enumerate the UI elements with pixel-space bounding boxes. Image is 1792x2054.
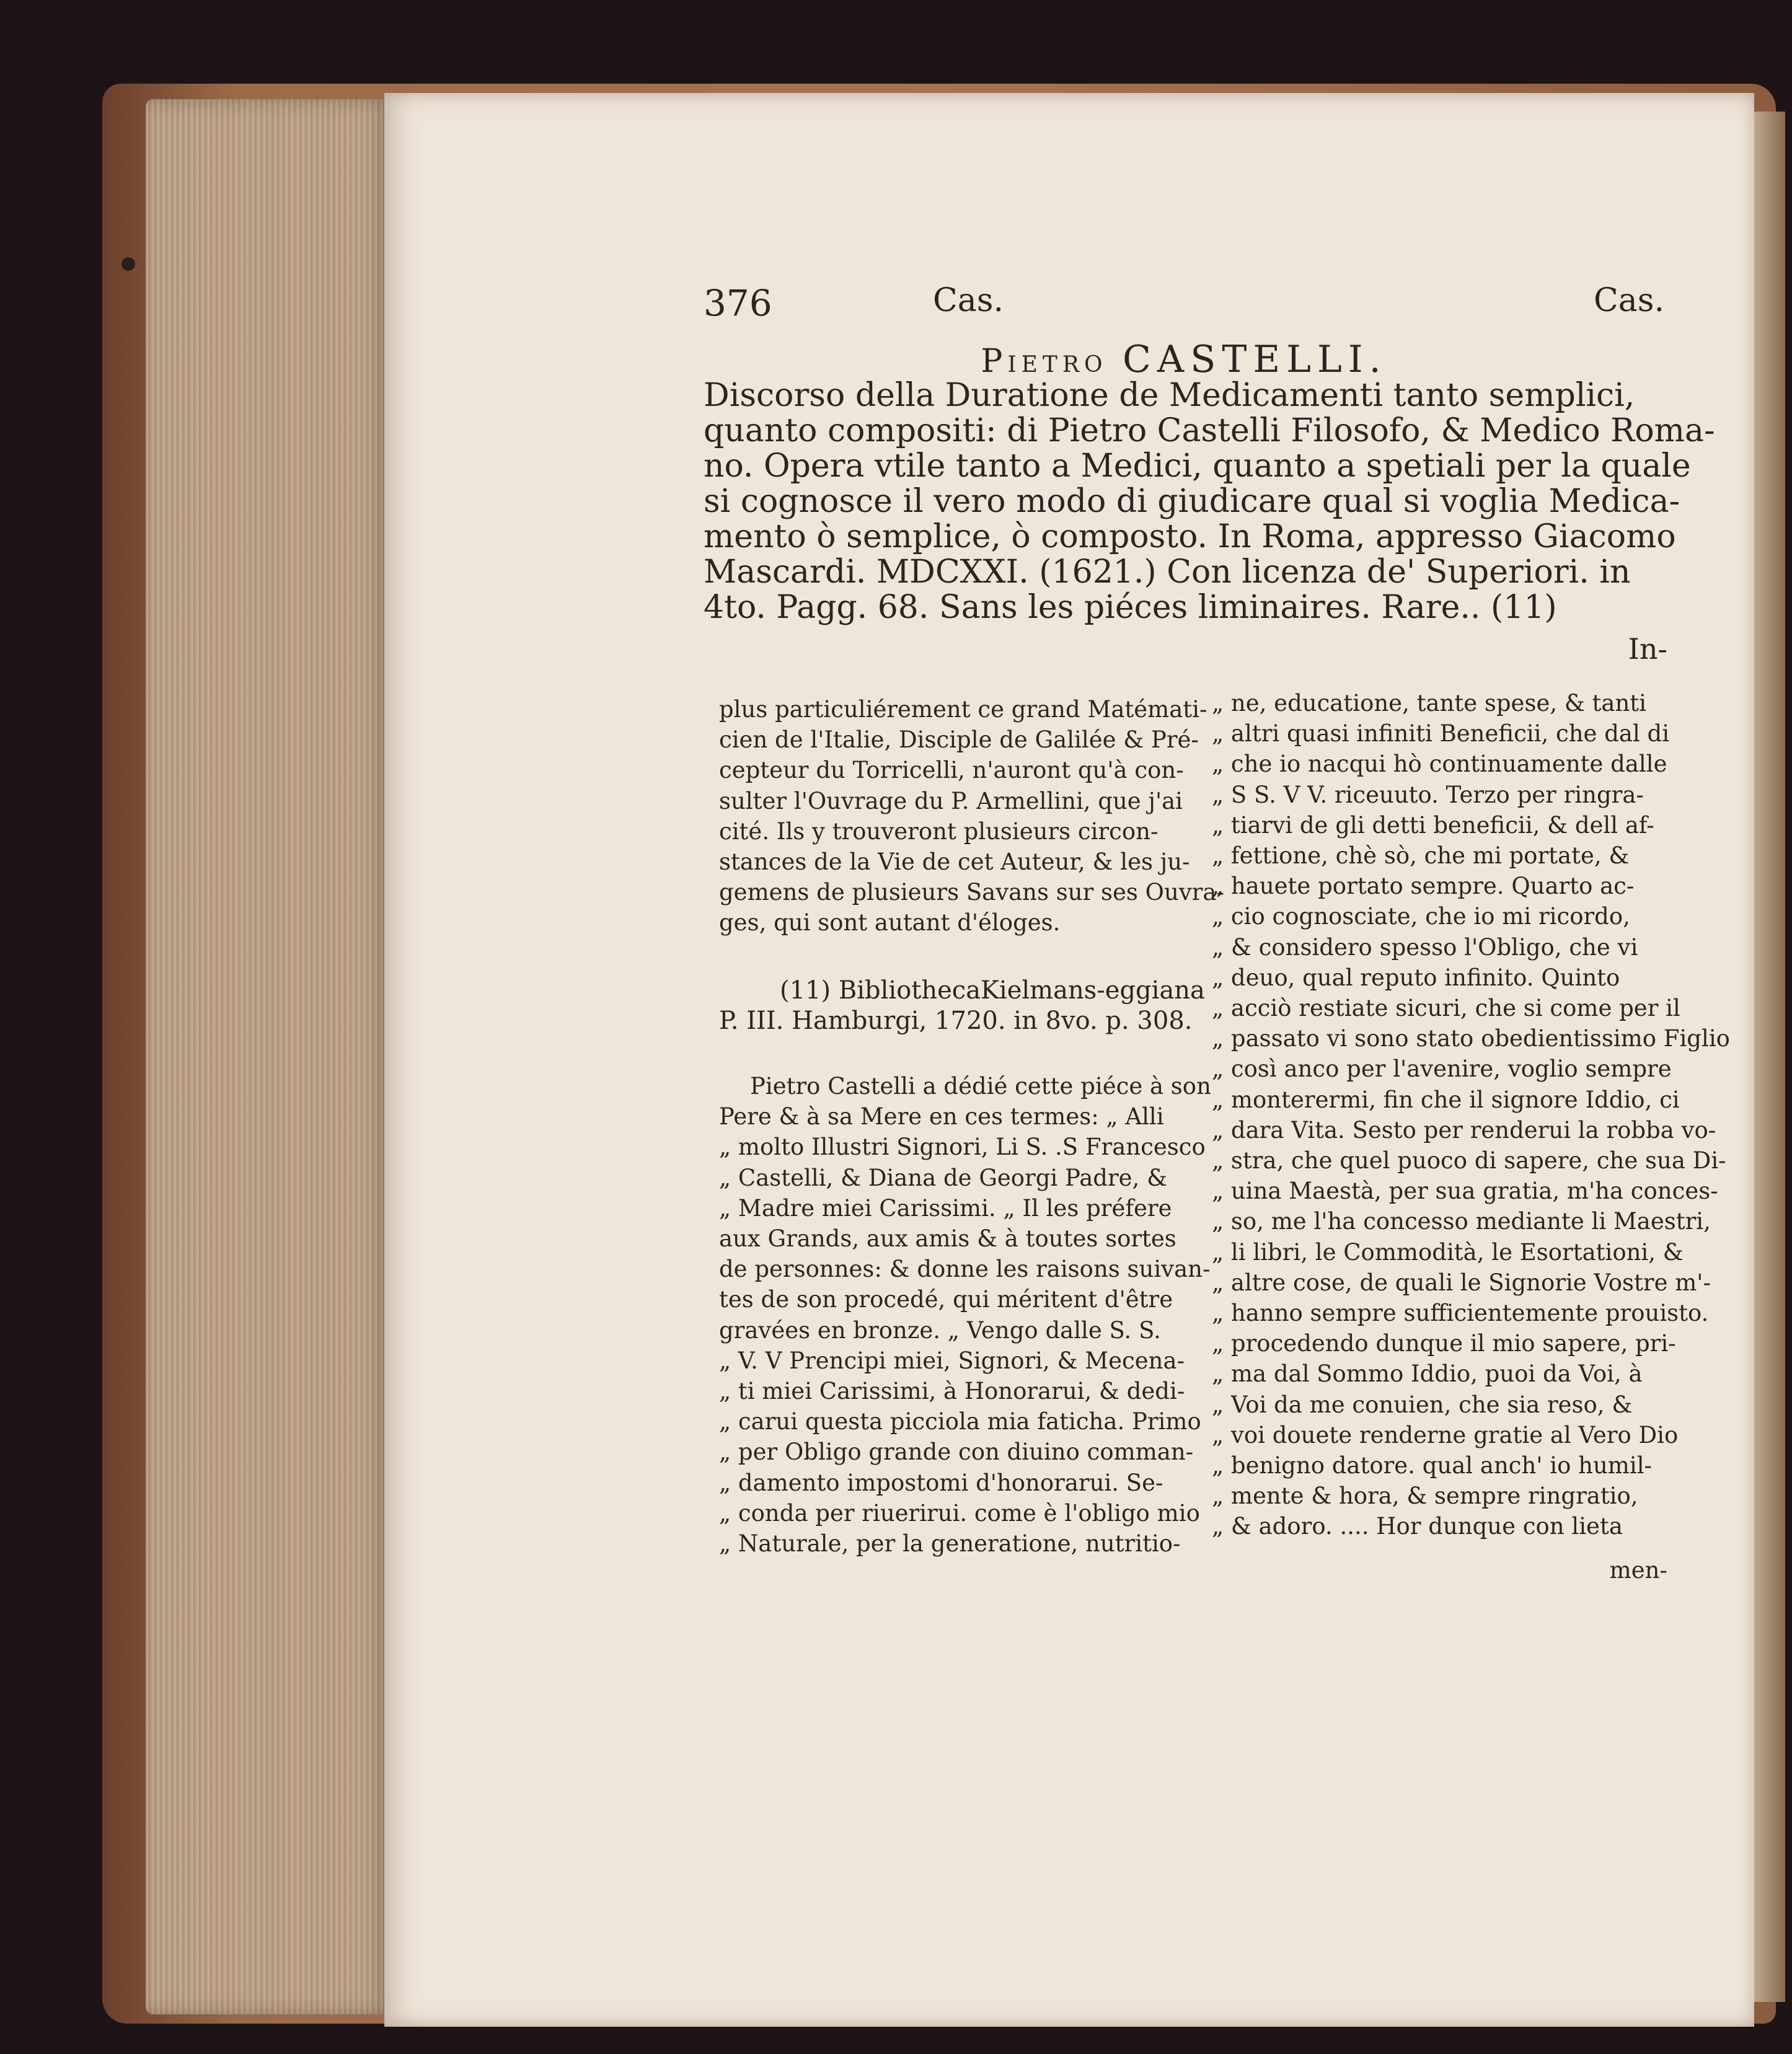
paragraph-line: gemens de plusieurs Savans sur ses Ouvra- xyxy=(719,879,1224,906)
paragraph-line: Pere & à sa Mere en ces termes: „ Alli xyxy=(719,1103,1164,1131)
paragraph-line: Pietro Castelli a dédié cette piéce à son xyxy=(750,1073,1211,1100)
quote-line: „ ma dal Sommo Iddio, puoi da Voi, à xyxy=(1212,1360,1643,1388)
paragraph-line: „ ti miei Carissimi, à Honorarui, & dedi- xyxy=(719,1378,1185,1405)
quote-line: „ ne, educatione, tante spese, & tanti xyxy=(1212,690,1647,716)
entry-heading-surname: CASTELLI. xyxy=(1123,338,1387,381)
paragraph-line: cien de l'Italie, Disciple de Galilée & Pré- xyxy=(719,726,1199,754)
paragraph-line: ges, qui sont autant d'éloges. xyxy=(719,909,1061,937)
paragraph-line: „ damento impostomi d'honorarui. Se- xyxy=(719,1469,1163,1496)
quote-line: „ & considero spesso l'Obligo, che vi xyxy=(1212,933,1638,961)
paragraph-line: „ carui questa picciola mia faticha. Primo xyxy=(719,1408,1201,1435)
quote-line: „ S S. V V. riceuuto. Terzo per ringra- xyxy=(1212,781,1644,808)
quote-line: „ che io nacqui hò continuamente dalle xyxy=(1212,751,1667,778)
quote-line: „ dara Vita. Sesto per renderui la robba vo- xyxy=(1212,1116,1716,1144)
catchword-top: In- xyxy=(1628,632,1667,666)
catchword-bottom: men- xyxy=(1609,1557,1667,1584)
footnote-line: (11) BibliothecaKielmans-eggiana xyxy=(780,976,1205,1005)
title-line: no. Opera vtile tanto a Medici, quanto a spetiali per la quale xyxy=(704,447,1691,485)
paragraph-line: aux Grands, aux amis & à toutes sortes xyxy=(719,1225,1176,1253)
quote-line: „ benigno datore. qual anch' io humil- xyxy=(1212,1452,1653,1479)
quote-line: „ procedendo dunque il mio sapere, pri- xyxy=(1212,1330,1676,1357)
quote-line: „ so, me l'ha concesso mediante li Maestri, xyxy=(1212,1208,1711,1235)
quote-line: „ Voi da me conuien, che sia reso, & xyxy=(1212,1391,1633,1418)
paragraph-line: „ conda per riuerirui. come è l'obligo mio xyxy=(719,1499,1200,1527)
paragraph-line: gravées en bronze. „ Vengo dalle S. S. xyxy=(719,1316,1161,1344)
title-line: Mascardi. MDCXXI. (1621.) Con licenza de' Superiori. in xyxy=(704,553,1631,591)
title-line: quanto compositi: di Pietro Castelli Filosofo, & Medico Roma- xyxy=(704,412,1715,449)
quote-line: „ deuo, qual reputo infinito. Quinto xyxy=(1212,964,1620,991)
quote-line: „ hauete portato sempre. Quarto ac- xyxy=(1212,873,1635,900)
running-head-left: Cas. xyxy=(933,282,1004,319)
left-column xyxy=(719,694,1224,1559)
quote-line: „ così anco per l'avenire, voglio sempre xyxy=(1212,1056,1672,1083)
title-line: 4to. Pagg. 68. Sans les piéces liminaires. Rare.. (11) xyxy=(704,589,1557,626)
entry-heading-first-name: Pietro xyxy=(981,343,1108,380)
paragraph-line: tes de son procedé, qui méritent d'être xyxy=(719,1286,1173,1313)
quote-line: „ mente & hora, & sempre ringratio, xyxy=(1212,1483,1638,1510)
quote-line: „ monterermi, fin che il signore Iddio, ci xyxy=(1212,1086,1680,1113)
paragraph-line: cepteur du Torricelli, n'auront qu'à con- xyxy=(719,757,1184,784)
cover-mark xyxy=(121,257,135,271)
quote-line: „ acciò restiate sicuri, che si come per il xyxy=(1212,995,1680,1022)
paragraph-line: „ per Obligo grande con diuino comman- xyxy=(719,1439,1194,1466)
running-head-right: Cas. xyxy=(1593,282,1664,319)
paragraph-line: sulter l'Ouvrage du P. Armellini, que j'ai xyxy=(719,787,1183,814)
quote-line: „ li libri, le Commodità, le Esortationi, & xyxy=(1212,1238,1684,1266)
paragraph-line: „ molto Illustri Signori, Li S. .S Francesco xyxy=(719,1134,1206,1161)
title-line: si cognosce il vero modo di giudicare qual si voglia Medica- xyxy=(704,483,1680,520)
footnote-line: P. III. Hamburgi, 1720. in 8vo. p. 308. xyxy=(719,1006,1193,1035)
paragraph-line: plus particuliérement ce grand Matémati- xyxy=(719,696,1207,723)
title-line: mento ò semplice, ò composto. In Roma, appresso Giacomo xyxy=(704,518,1676,555)
paragraph-line: stances de la Vie de cet Auteur, & les ju- xyxy=(719,848,1190,876)
page-edges xyxy=(146,99,387,2014)
right-column xyxy=(1212,688,1730,1542)
quote-line: „ altre cose, de quali le Signorie Vostre m'- xyxy=(1212,1269,1711,1296)
quote-line: „ uina Maestà, per sua gratia, m'ha conces- xyxy=(1212,1178,1718,1205)
paragraph-line: cité. Ils y trouveront plusieurs circon- xyxy=(719,818,1159,845)
quote-line: „ altri quasi infiniti Beneficii, che dal di xyxy=(1212,720,1670,747)
title-line: Discorso della Duratione de Medicamenti tanto semplici, xyxy=(704,377,1635,414)
paragraph-line: „ Naturale, per la generatione, nutritio- xyxy=(719,1530,1181,1558)
quote-line: „ tiarvi de gli detti beneficii, & dell af- xyxy=(1212,811,1654,839)
paragraph-line: „ V. V Prencipi miei, Signori, & Mecena- xyxy=(719,1347,1185,1374)
paragraph-line: „ Castelli, & Diana de Georgi Padre, & xyxy=(719,1164,1168,1191)
quote-line: „ fettione, chè sò, che mi portate, & xyxy=(1212,842,1630,870)
quote-line: „ passato vi sono stato obedientissimo Figlio xyxy=(1212,1025,1730,1052)
running-head xyxy=(704,282,1664,325)
quote-line: „ voi douete renderne gratie al Vero Dio xyxy=(1212,1421,1679,1448)
page-number: 376 xyxy=(704,282,772,324)
paragraph-line: „ Madre miei Carissimi. „ Il les préfere xyxy=(719,1194,1172,1222)
quote-line: „ stra, che quel puoco di sapere, che sua Di- xyxy=(1212,1147,1726,1175)
entry-heading xyxy=(704,338,1664,381)
title-block xyxy=(704,377,1715,626)
quote-line: „ hanno sempre sufficientemente prouisto. xyxy=(1212,1300,1709,1327)
quote-line: „ cio cognosciate, che io mi ricordo, xyxy=(1212,903,1630,930)
paragraph-line: de personnes: & donne les raisons suivan- xyxy=(719,1256,1211,1283)
quote-line: „ & adoro. .... Hor dunque con lieta xyxy=(1212,1513,1623,1540)
